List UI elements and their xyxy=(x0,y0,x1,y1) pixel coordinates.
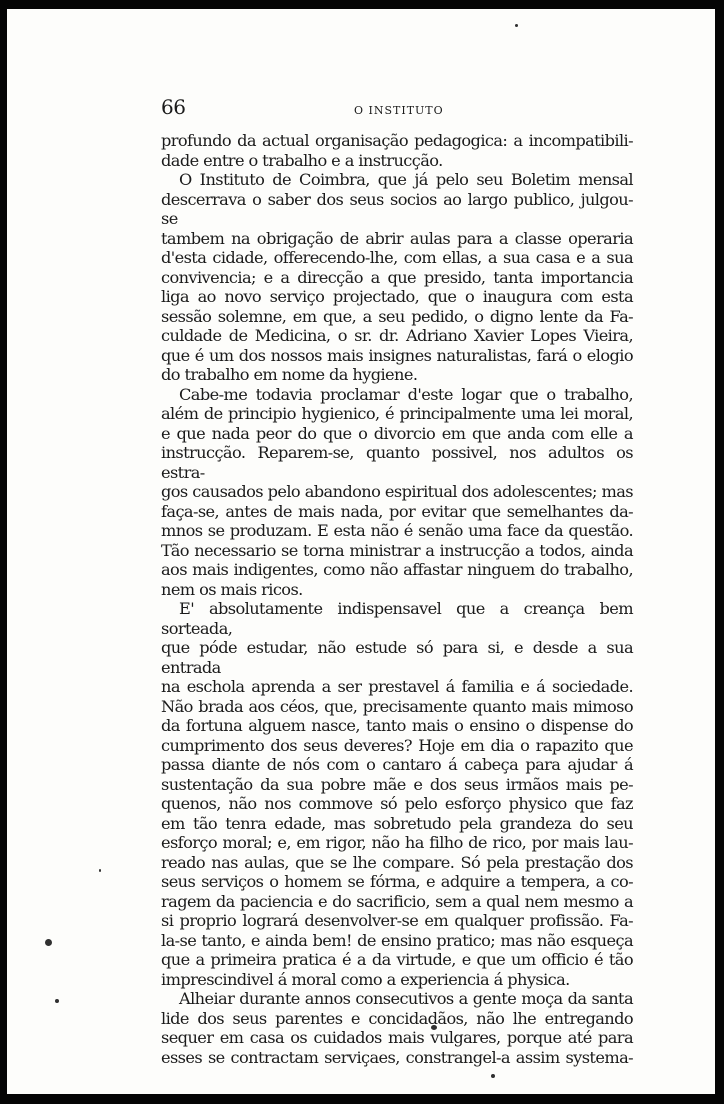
text-line: que a primeira pratica é a da virtude, e que um officio é tão xyxy=(161,950,633,969)
text-line: do trabalho em nome da hygiene. xyxy=(161,365,418,384)
text-line: quenos, não nos commove só pelo esforço physico que faz xyxy=(161,794,633,813)
page-number: 66 xyxy=(161,95,186,119)
text-line: d'esta cidade, offerecendo-lhe, com ellas, a sua casa e a sua xyxy=(161,248,633,267)
text-line: reado nas aulas, que se lhe compare. Só pela prestação dos xyxy=(161,852,633,872)
text-line: em tão tenra edade, mas sobretudo pela grandeza do seu xyxy=(161,813,633,833)
text-line: tambem na obrigação de abrir aulas para a classe operaria xyxy=(161,228,633,248)
text-line: que póde estudar, não estude só para si, e desde a sua entrada xyxy=(161,638,633,677)
text-line: Não brada aos céos, que, precisamente quanto mais mimoso xyxy=(161,696,633,716)
text-line: instrucção. Reparem-se, quanto possivel, nos adultos os estra- xyxy=(161,443,633,482)
text-line: culdade de Medicina, o sr. dr. Adriano Xavier Lopes Vieira, xyxy=(161,326,633,345)
text-line: descerrava o saber dos seus socios ao largo publico, julgou-se xyxy=(161,189,633,228)
text-line: dade entre o trabalho e a instrucção. xyxy=(161,150,443,170)
text-line: esses se contractam serviçaes, constrangel-a assim systema- xyxy=(161,1047,633,1067)
text-line: passa diante de nós com o cantaro á cabeça para ajudar á xyxy=(161,755,633,774)
running-head xyxy=(161,95,633,119)
text-line: além de principio hygienico, é principalmente uma lei moral, xyxy=(161,404,633,423)
text-line: Tão necessario se torna ministrar a instrucção a todos, ainda xyxy=(161,540,633,560)
running-title: O INSTITUTO xyxy=(354,104,444,117)
text-line: imprescindivel á moral como a experiencia á physica. xyxy=(161,969,570,989)
ink-speck xyxy=(491,1074,495,1078)
text-line: Cabe-me todavia proclamar d'este logar que o trabalho, xyxy=(179,384,633,404)
text-line: seus serviços o homem se fórma, e adquire a tempera, a co- xyxy=(161,872,633,891)
text-line: ragem da paciencia e do sacrificio, sem a qual nem mesmo a xyxy=(161,891,633,911)
text-line: sessão solemne, em que, a seu pedido, o digno lente da Fa- xyxy=(161,306,633,326)
text-line: da fortuna alguem nasce, tanto mais o ensino o dispense do xyxy=(161,716,633,735)
ink-speck xyxy=(515,24,518,27)
text-line: sequer em casa os cuidados mais vulgares, porque até para xyxy=(161,1028,633,1047)
page-content xyxy=(161,95,633,1067)
text-line: gos causados pelo abandono espiritual dos adolescentes; mas xyxy=(161,482,633,501)
text-line: cumprimento dos seus deveres? Hoje em dia o rapazito que xyxy=(161,735,633,755)
text-line: nem os mais ricos. xyxy=(161,579,303,599)
text-line: si proprio logrará desenvolver-se em qualquer profissão. Fa- xyxy=(161,911,633,930)
text-line: la-se tanto, e ainda bem! de ensino pratico; mas não esqueça xyxy=(161,930,633,950)
text-line: convivencia; e a direcção a que presido, tanta importancia xyxy=(161,267,633,287)
text-line: aos mais indigentes, como não affastar ninguem do trabalho, xyxy=(161,560,633,579)
text-line: e que nada peor do que o divorcio em que anda com elle a xyxy=(161,423,633,443)
text-line: mnos se produzam. E esta não é senão uma face da questão. xyxy=(161,521,633,540)
body-text xyxy=(161,131,633,1067)
text-line: Alheiar durante annos consecutivos a gente moça da santa xyxy=(179,989,633,1008)
text-line: profundo da actual organisação pedagogica: a incompatibili- xyxy=(161,131,633,150)
text-line: que é um dos nossos mais insignes naturalistas, fará o elogio xyxy=(161,345,633,365)
text-line: lide dos seus parentes e concidadãos, não lhe entregando xyxy=(161,1008,633,1028)
text-line: O Instituto de Coimbra, que já pelo seu Boletim mensal xyxy=(179,170,633,189)
text-line: esforço moral; e, em rigor, não ha filho de rico, por mais lau- xyxy=(161,833,633,852)
text-line: sustentação da sua pobre mãe e dos seus irmãos mais pe- xyxy=(161,774,633,794)
ink-speck xyxy=(45,939,52,946)
ink-speck xyxy=(99,869,101,872)
text-line: faça-se, antes de mais nada, por evitar que semelhantes da- xyxy=(161,501,633,521)
text-line: na eschola aprenda a ser prestavel á familia e á sociedade. xyxy=(161,677,633,696)
ink-speck xyxy=(55,999,59,1003)
text-line: liga ao novo serviço projectado, que o inaugura com esta xyxy=(161,287,633,306)
text-line: E' absolutamente indispensavel que a creança bem sorteada, xyxy=(161,599,633,638)
